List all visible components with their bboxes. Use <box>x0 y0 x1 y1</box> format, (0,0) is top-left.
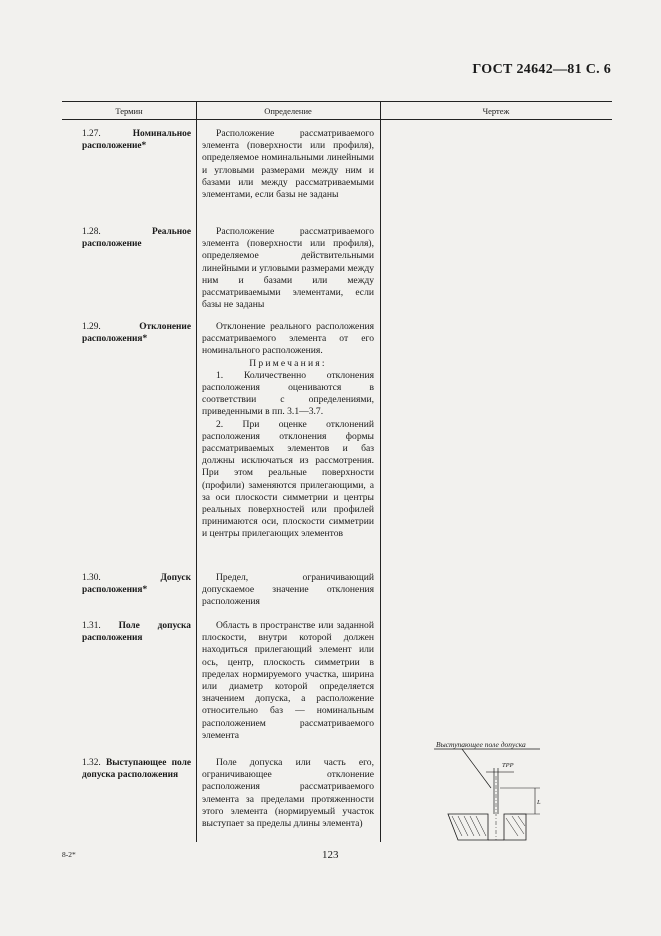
term-number: 1.27. <box>82 129 101 139</box>
table-header-rule <box>62 119 612 120</box>
hatching-left <box>452 816 486 836</box>
definition-1-27 <box>202 128 374 201</box>
column-divider-1 <box>196 101 197 842</box>
definition-1-30 <box>202 572 374 609</box>
definition-text: Предел, ограничивающий допускаемое значение отклонения расположения <box>202 572 374 608</box>
part-right-section <box>504 814 526 840</box>
term-1-28 <box>82 226 191 250</box>
definition-1-29 <box>202 321 374 541</box>
term-name: Поле допуска расположения <box>82 621 191 644</box>
part-left-section <box>448 814 488 840</box>
note-2: 2. При оценке отклонений расположения отклонения формы рассматриваемых элементов и баз должны исключаться из рассмотрения. При этом реальные поверхности (профили) заменяются прилегающими, а за оси плоскости симметрии и центры реальных поверхностей или профилей принимаются оси, плоскости симметрии и центры прилегающих элементов <box>202 418 374 540</box>
definition-text: Расположение рассматриваемого элемента (поверхности или профиля), определяемое действительными линейными и угловыми размерами между ним и базами или между рассматриваемыми элементами, если базы не заданы <box>202 226 374 311</box>
footer-code: 8-2* <box>62 850 76 859</box>
term-number: 1.28. <box>82 227 101 237</box>
term-name: Номинальное расположение* <box>82 129 191 152</box>
column-header-term: Термин <box>115 106 143 116</box>
term-1-30 <box>82 572 191 596</box>
term-name: Выступающее поле допуска расположения <box>82 758 191 781</box>
note-1: 1. Количественно отклонения расположения оцениваются в соответствии с определениями, приведенными в пп. 3.1—3.7. <box>202 369 374 418</box>
term-number: 1.31. <box>82 621 101 631</box>
tolerance-symbol: TPP <box>502 762 514 769</box>
term-name: Отклонение расположения* <box>82 322 191 345</box>
term-name: Реальное расположение <box>82 227 191 250</box>
term-1-32 <box>82 757 191 781</box>
length-symbol: L <box>537 799 541 806</box>
notes-title: Примечания: <box>249 357 327 369</box>
definition-text: Отклонение реального расположения рассматриваемого элемента от его номинального расположения. <box>202 321 374 357</box>
column-header-definition: Определение <box>264 106 312 116</box>
term-1-27 <box>82 128 191 152</box>
definition-1-32 <box>202 757 374 830</box>
column-divider-2 <box>380 101 381 842</box>
drawing-label: Выступающее поле допуска <box>436 740 526 749</box>
projected-tolerance-zone-drawing <box>428 736 558 844</box>
definition-1-31 <box>202 620 374 742</box>
leader-diagonal <box>462 749 491 788</box>
term-name: Допуск расположения* <box>82 573 191 596</box>
hatching-right <box>506 816 525 836</box>
term-1-29 <box>82 321 191 345</box>
definition-text: Расположение рассматриваемого элемента (поверхности или профиля), определяемое номинальными линейными и угловыми размерами между ним и базами или между рассматриваемыми элементами, если базы не заданы <box>202 128 374 201</box>
column-header-drawing: Чертеж <box>482 106 510 116</box>
page-number: 123 <box>322 849 339 861</box>
document-header: ГОСТ 24642—81 С. 6 <box>472 62 611 77</box>
term-number: 1.32. <box>82 758 101 768</box>
definition-text: Поле допуска или часть его, ограничивающее отклонение расположения рассматриваемого элемента за пределами протяженности этого элемента (нормируемый участок выступает за пределы длины элемента) <box>202 757 374 830</box>
term-number: 1.30. <box>82 573 101 583</box>
term-number: 1.29. <box>82 322 101 332</box>
definition-1-28 <box>202 226 374 311</box>
definition-text: Область в пространстве или заданной плоскости, внутри которой должен находиться прилегающий элемент или ось, центр, плоскость симметрии в пределах нормируемого участка, ширина или диаметр которой определяется значением допуска, а расположение относительно баз — номинальным расположением рассматриваемого элемента <box>202 620 374 741</box>
table-top-rule <box>62 101 612 102</box>
term-1-31 <box>82 620 191 644</box>
